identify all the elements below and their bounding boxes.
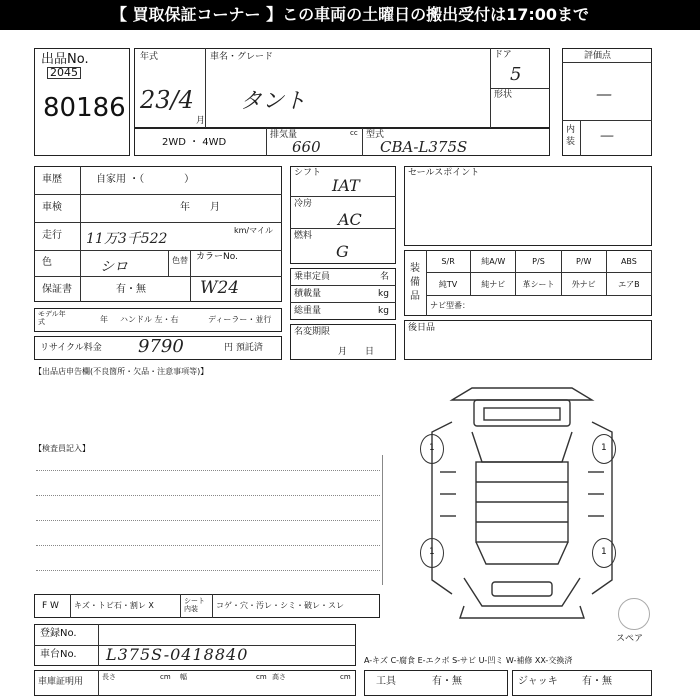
load-label: 積載量 — [294, 289, 322, 299]
shift-value: IAT — [332, 176, 360, 195]
cert-width-unit: cm — [256, 673, 267, 681]
model-year-label: 年式 — [140, 52, 159, 62]
shape-label: 形状 — [494, 90, 513, 100]
spare-label: スペア — [616, 634, 644, 644]
history-value: 自家用 ・（ ） — [96, 174, 195, 185]
score-value: — — [596, 84, 612, 103]
equipment-item: 純TV — [426, 273, 471, 296]
capacity-unit: 名 — [380, 272, 390, 282]
equipment-item: S/R — [426, 250, 471, 273]
equipment-item: 外ナビ — [562, 273, 607, 296]
lot-box — [34, 48, 130, 156]
spare-tire-icon — [618, 598, 650, 630]
ac-value: AC — [338, 210, 362, 229]
cert-height-label: 高さ — [272, 673, 286, 681]
interior-value: — — [600, 128, 614, 144]
displacement-value: 660 — [292, 138, 321, 156]
warranty-value: 有・無 — [116, 284, 146, 295]
tools-label: 工具 — [376, 676, 396, 687]
equipment-item: エアB — [607, 273, 652, 296]
color-label: 色 — [42, 257, 52, 268]
seller-notes-label: 【出品店申告欄(不良箇所・欠品・注意事項等)】 — [34, 367, 209, 376]
handle-options: ハンドル 左・右 — [120, 315, 179, 324]
recycle-value: 9790 — [138, 336, 184, 357]
seat-desc: コゲ・穴・汚レ・シミ・破レ・スレ — [216, 601, 344, 610]
equipment-item: 純ナビ — [471, 273, 516, 296]
color-change-label: 色替 — [172, 256, 188, 265]
jack-value: 有・無 — [582, 676, 612, 687]
color-code-value: W24 — [200, 278, 240, 298]
model-row-value: 年 — [100, 315, 108, 324]
fuel-value: G — [336, 242, 349, 261]
color-value: シロ — [100, 259, 128, 275]
equipment-item: P/S — [516, 250, 561, 273]
model-row-label: モデル年式 — [38, 310, 66, 326]
inspection-label: 車検 — [42, 202, 62, 213]
displacement-unit: cc — [350, 129, 358, 137]
fuel-label: 燃料 — [294, 231, 313, 241]
score-label: 評価点 — [584, 51, 612, 61]
fw-desc: キズ・トビ石・割レ X — [74, 601, 154, 610]
tire-rear-right: 1 — [592, 538, 616, 568]
inspector-notes-label: 【検査員記入】 — [34, 444, 90, 453]
equipment-item: ABS — [607, 250, 652, 273]
recycle-label: リサイクル料金 — [40, 343, 102, 353]
name-change-value: 月 日 — [338, 347, 375, 357]
shift-label: シフト — [294, 168, 322, 178]
equipment-item: 純A/W — [471, 250, 516, 273]
interior-label: 内 装 — [566, 125, 576, 147]
warranty-label: 保証書 — [42, 284, 72, 295]
sales-point-box — [404, 166, 652, 246]
after-day-label: 後日品 — [408, 323, 436, 333]
seat-label: シート内装 — [184, 597, 205, 613]
tools-value: 有・無 — [432, 676, 462, 687]
model-year-value: 23/4 — [140, 86, 194, 114]
dealer-options: ディーラー・並行 — [208, 315, 272, 324]
displacement-label: 排気量 — [270, 130, 298, 140]
recycle-unit: 円 預託済 — [224, 343, 263, 353]
model-type-label: 型式 — [366, 130, 385, 140]
tire-front-left: 1 — [420, 434, 444, 464]
doors-value: 5 — [510, 64, 522, 85]
chassis-value: L375S-0418840 — [106, 645, 249, 664]
cert-height-unit: cm — [340, 673, 351, 681]
cert-width-label: 幅 — [180, 673, 187, 681]
after-day-box — [404, 320, 652, 360]
history-label: 車歴 — [42, 174, 62, 185]
car-diagram — [412, 382, 632, 622]
name-change-label: 名変期限 — [294, 327, 331, 337]
certificate-label: 車庫証明用 — [38, 677, 84, 687]
color-code-label: カラーNo. — [196, 252, 238, 262]
lot-label: 出品No. — [41, 52, 89, 67]
chassis-label: 車台No. — [40, 649, 77, 660]
load-unit: kg — [378, 289, 389, 299]
drive-options: 2WD ・ 4WD — [162, 137, 227, 148]
gross-unit: kg — [378, 306, 389, 316]
damage-legend: A-キズ C-腐食 E-エクボ S-サビ U-凹ミ W-補修 XX-交換済 — [364, 656, 573, 665]
cert-length-unit: cm — [160, 673, 171, 681]
mileage-label: 走行 — [42, 230, 62, 241]
equipment-item: 革シート — [516, 273, 561, 296]
tire-front-right: 1 — [592, 434, 616, 464]
mileage-value: 11万3千522 — [86, 231, 168, 247]
car-name-label: 車名・グレード — [210, 52, 274, 62]
inspection-value: 年 月 — [180, 202, 220, 213]
equipment-label: 装備品 — [410, 263, 420, 302]
mileage-units: km/マイル — [234, 226, 273, 235]
tire-rear-left: 1 — [420, 538, 444, 568]
gross-label: 総重量 — [294, 306, 322, 316]
model-type-value: CBA-L375S — [380, 138, 468, 156]
model-year-unit: 月 — [196, 116, 206, 126]
car-name-value: タント — [240, 89, 307, 114]
equipment-grid — [426, 250, 652, 296]
cert-length-label: 長さ — [102, 673, 116, 681]
sales-point-label: セールスポイント — [408, 168, 480, 178]
banner: 【 買取保証コーナー 】この車両の土曜日の搬出受付は17:00まで — [0, 0, 700, 30]
registration-label: 登録No. — [40, 628, 77, 639]
lot-number: 80186 — [43, 93, 126, 123]
fw-label: F W — [42, 601, 59, 611]
capacity-label: 乗車定員 — [294, 272, 331, 282]
doors-label: ドア — [494, 50, 512, 60]
equipment-item: P/W — [562, 250, 607, 273]
navi-label: ナビ型番： — [430, 301, 470, 310]
jack-label: ジャッキ — [518, 676, 558, 687]
lot-code: 2045 — [47, 67, 81, 79]
ac-label: 冷房 — [294, 199, 313, 209]
